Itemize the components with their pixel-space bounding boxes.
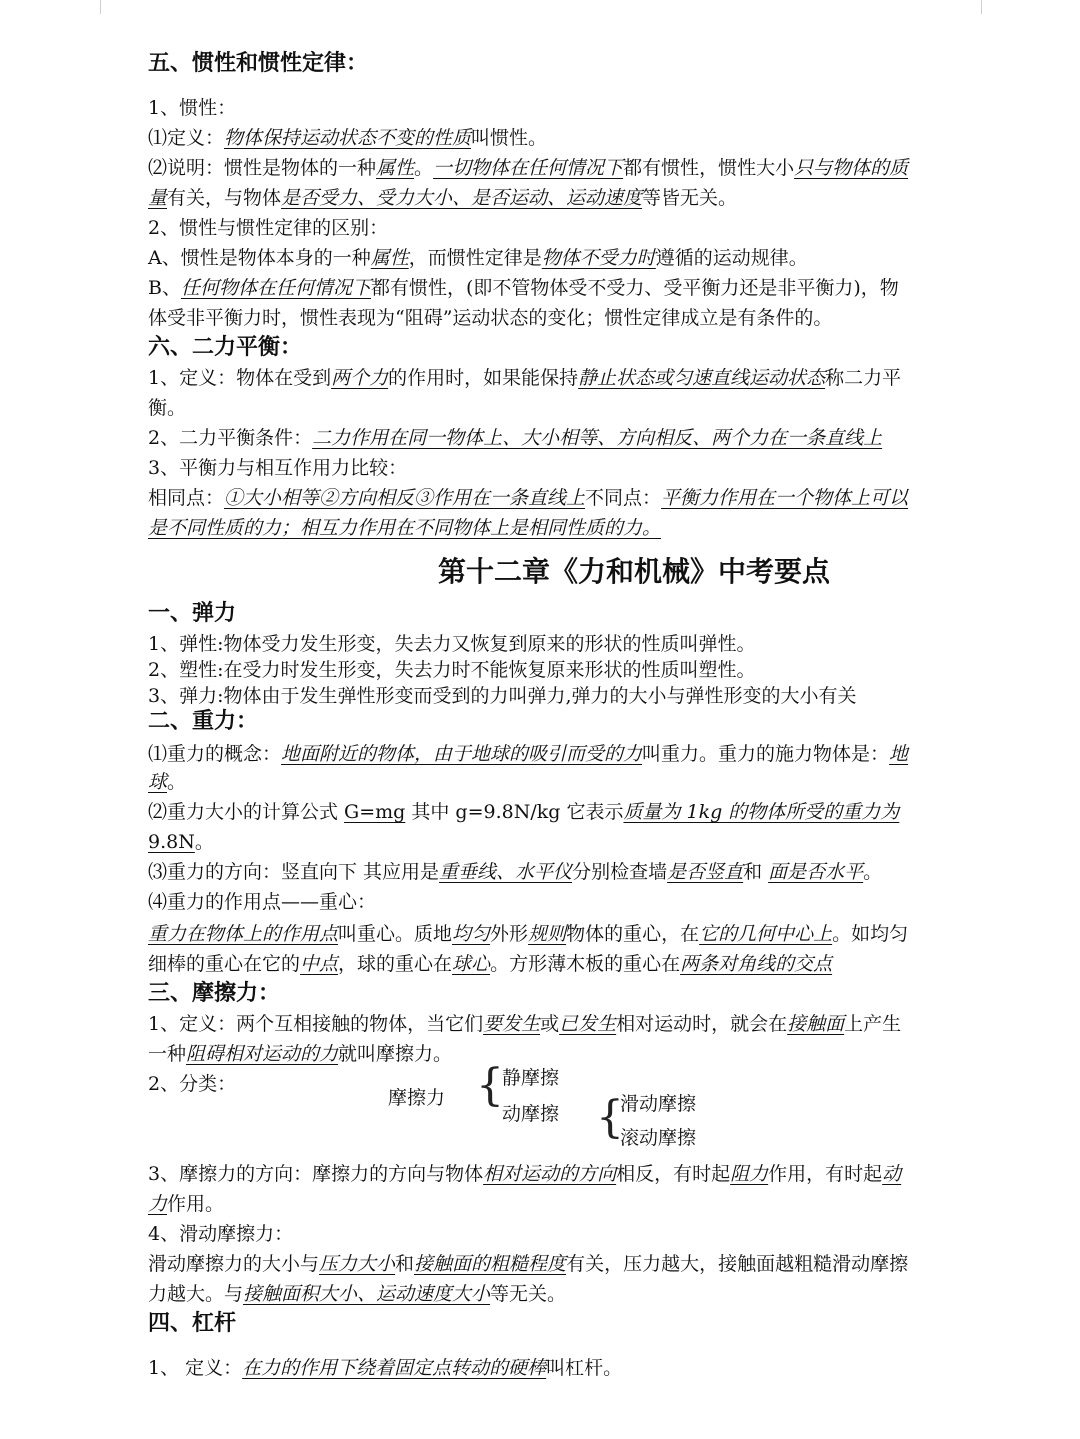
- text-line: ⑵重力大小的计算公式 G=mg 其中 g=9.8N/kg 它表示质量为 1kg 的物体所受的重力为: [148, 801, 900, 823]
- text-line: 1、惯性：: [148, 97, 237, 119]
- text-line: ⑶重力的方向：竖直向下 其应用是重垂线、水平仪分别检查墙是否竖直和 面是否水平。: [148, 861, 883, 883]
- text-line: 1、弹性:物体受力发生形变，失去力又恢复到原来的形状的性质叫弹性。: [148, 633, 756, 655]
- section-heading: 五、惯性和惯性定律：: [148, 51, 369, 76]
- tree-node-label: 动摩擦: [502, 1103, 560, 1125]
- tree-node-label: 滚动摩擦: [620, 1127, 697, 1149]
- text-line: ⑵说明：惯性是物体的一种属性。一切物体在任何情况下都有惯性，惯性大小只与物体的质: [148, 157, 909, 179]
- text-line: 1、定义：物体在受到两个力的作用时，如果能保持静止状态或匀速直线运动状态称二力平: [148, 367, 902, 389]
- chapter-title: 第十二章《力和机械》中考要点: [438, 555, 831, 588]
- text-line: 一种阻碍相对运动的力就叫摩擦力。: [148, 1043, 453, 1065]
- brace-icon: {: [596, 1092, 624, 1143]
- brace-icon: {: [476, 1060, 504, 1111]
- text-line: 衡。: [148, 397, 187, 419]
- top-edge-mark: [981, 0, 982, 14]
- section-heading: 六、二力平衡：: [148, 335, 303, 360]
- text-line: 体受非平衡力时，惯性表现为“阻碍”运动状态的变化；惯性定律成立是有条件的。: [148, 307, 833, 329]
- text-line: 滑动摩擦力的大小与压力大小和接触面的粗糙程度有关，压力越大，接触面越粗糙滑动摩擦: [148, 1253, 909, 1275]
- text-line: ⑴重力的概念：地面附近的物体，由于地球的吸引而受的力叫重力。重力的施力物体是：地: [148, 743, 909, 765]
- tree-root-label: 摩擦力: [388, 1087, 446, 1109]
- text-line: 1、定义：两个互相接触的物体，当它们要发生或已发生相对运动时，就会在接触面上产生: [148, 1013, 902, 1035]
- tree-node-label: 静摩擦: [502, 1067, 560, 1089]
- text-line: 是不同性质的力；相互力作用在不同物体上是相同性质的力。: [148, 517, 662, 539]
- top-edge-mark: [100, 0, 101, 14]
- text-line: 力作用。: [148, 1193, 225, 1215]
- text-line: 3、摩擦力的方向：摩擦力的方向与物体相对运动的方向相反，有时起阻力作用，有时起动: [148, 1163, 902, 1185]
- text-line: 3、平衡力与相互作用力比较：: [148, 457, 408, 479]
- text-line: 球。: [148, 771, 187, 793]
- text-line: 2、二力平衡条件：二力作用在同一物体上、大小相等、方向相反、两个力在一条直线上: [148, 427, 883, 449]
- section-heading: 二、重力：: [148, 709, 259, 734]
- tree-node-label: 滑动摩擦: [620, 1093, 697, 1115]
- text-line: 1、 定义：在力的作用下绕着固定点转动的硬棒叫杠杆。: [148, 1357, 623, 1379]
- text-line: 力越大。与接触面积大小、运动速度大小等无关。: [148, 1283, 567, 1305]
- text-line: 细棒的重心在它的中点，球的重心在球心。方形薄木板的重心在两条对角线的交点: [148, 953, 833, 975]
- text-line: 相同点：①大小相等②方向相反③作用在一条直线上不同点：平衡力作用在一个物体上可以: [148, 487, 909, 509]
- text-line: 9.8N。: [148, 831, 214, 853]
- text-line: 3、弹力:物体由于发生弹性形变而受到的力叫弹力,弹力的大小与弹性形变的大小有关: [148, 685, 857, 707]
- text-line: ⑷重力的作用点——重心：: [148, 891, 377, 913]
- text-line: 2、分类：: [148, 1073, 237, 1095]
- section-heading: 一、弹力: [148, 601, 237, 626]
- text-line: 2、塑性:在受力时发生形变，失去力时不能恢复原来形状的性质叫塑性。: [148, 659, 756, 681]
- text-line: A、惯性是物体本身的一种属性，而惯性定律是物体不受力时遵循的运动规律。: [148, 247, 808, 269]
- section-heading: 四、杠杆: [148, 1311, 237, 1336]
- text-line: 重力在物体上的作用点叫重心。质地均匀外形规则物体的重心，在它的几何中心上。如均匀: [148, 923, 909, 945]
- text-line: 2、惯性与惯性定律的区别：: [148, 217, 389, 239]
- text-line: 量有关，与物体是否受力、受力大小、是否运动、运动速度等皆无关。: [148, 187, 738, 209]
- text-line: ⑴定义：物体保持运动状态不变的性质叫惯性。: [148, 127, 548, 149]
- text-line: B、任何物体在任何情况下都有惯性，(即不管物体受不受力、受平衡力还是非平衡力)，物: [148, 277, 899, 299]
- section-heading: 三、摩擦力：: [148, 981, 281, 1006]
- text-line: 4、滑动摩擦力：: [148, 1223, 294, 1245]
